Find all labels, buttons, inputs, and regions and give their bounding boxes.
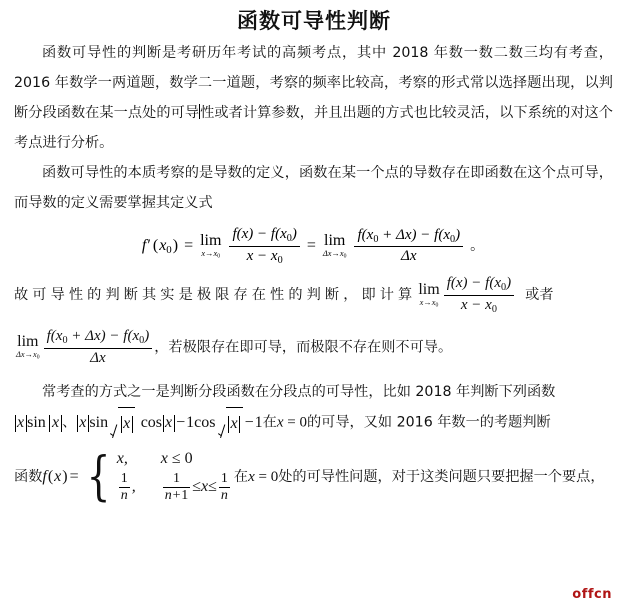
paragraph-2: 函数可导性的本质考察的是导数的定义，函数在某一个点的导数存在即函数在这个点可导，而导数的定义需要掌握其定义式 bbox=[14, 165, 613, 211]
paragraph-5: 常考查的方式之一是判断分段函数在分段点的可导性，比如 2018 年判断下列函数 bbox=[42, 384, 556, 401]
limit-x-to-x0: lim x→x0 bbox=[200, 232, 222, 260]
page-title: 函数可导性判断 bbox=[237, 9, 391, 33]
limit-dx-to-x0: lim Δx→x0 bbox=[322, 232, 347, 260]
paragraph-7-tail-a: 在 bbox=[233, 469, 249, 486]
fraction-difference-quotient-2: $\frac{f(x0 + \Delta x) - f(x0)}{\Delta x}$ bbox=[354, 227, 463, 267]
paragraph-7-prefix: 函数 bbox=[14, 469, 43, 486]
document-body bbox=[0, 38, 628, 506]
inline-condition-x-equals-0-a: x = 0 bbox=[276, 415, 307, 432]
paragraph-1-part-b: 性或者计算参数，并且出题的方式也比较灵活，以下系统的对这个考点进行分析。 bbox=[14, 105, 613, 151]
paragraph-3-suffix: 或者 bbox=[525, 287, 554, 304]
paragraph-4 bbox=[14, 318, 613, 370]
paragraph-6-tail-b: 的可导，又如 2016 年数一的考题判断 bbox=[306, 415, 551, 432]
paragraph-6-tail-a: 在 bbox=[262, 415, 277, 432]
display-formula-derivative-definition: f′ (x0) = lim x→x0 $\frac{f(x) - f(x0)}{x - x0}$ = lim Δx→x0 $\frac{f(x0 + \Delta x) - f(x0)}{\Delta x}$ 。 bbox=[141, 226, 485, 266]
paragraph-7-tail-b: 处的可导性问题，对于这类问题只要把握一个要点， bbox=[278, 469, 605, 486]
inline-formula-limit-1: lim x→x0 $\frac{f(x) - f(x0)}{x - x0}$ bbox=[416, 286, 516, 303]
fraction-difference-quotient-1: $\frac{f(x) - f(x0)}{x - x0}$ bbox=[229, 226, 299, 267]
piecewise-function-definition: f(x) = { x, x ≤ 0 $\frac{1}{n}$ , $\frac{1}{n+1}$ ≤x≤ $\frac{1}{n}$ bbox=[42, 468, 233, 485]
paragraph-3-prefix: 故可导性的判断其实是极限存在性的判断 bbox=[14, 287, 344, 304]
piecewise-row-2: $\frac{1}{n}$ , $\frac{1}{n+1}$ ≤x≤ $\frac{1}{n}$ bbox=[120, 471, 228, 504]
paragraph-7 bbox=[14, 439, 613, 508]
paragraph-3 bbox=[14, 273, 613, 318]
paragraph-1-part-a: 函数可导性的判断是考研历年考试的高频考点，其中 2018 年数一数二数三均有考查，2016 年数学一两道题，数学二一道题，考察的频率比较高，考察的形式常以选择题出现，以判断分段函数在某一点处的可导 bbox=[14, 45, 613, 121]
inline-expression-abs-x-sin-sqrt-abs-x: x sin x bbox=[76, 414, 136, 431]
paragraph-3-mid: ，即计算 bbox=[343, 287, 417, 304]
paragraph-1 bbox=[14, 38, 613, 158]
piecewise-row-1: x, x ≤ 0 bbox=[116, 450, 193, 468]
paragraph-6 bbox=[14, 407, 613, 439]
paragraph-6-separator: 、 bbox=[62, 415, 77, 432]
paragraph-4-suffix: ，若极限存在即可导，而极限不存在则不可导。 bbox=[154, 339, 453, 356]
inline-formula-limit-2: lim Δx→x0 $\frac{f(x0 + \Delta x) - f(x0)}{\Delta x}$ bbox=[14, 338, 154, 355]
inline-expression-abs-x-sin-abs-x: x sin x bbox=[14, 414, 62, 431]
inline-condition-x-equals-0-b: x = 0 bbox=[248, 469, 279, 486]
inline-expression-cos-abs-x-minus-1: cos x −1cos x −1 bbox=[141, 414, 263, 431]
offcn-watermark: offcn bbox=[572, 587, 612, 602]
